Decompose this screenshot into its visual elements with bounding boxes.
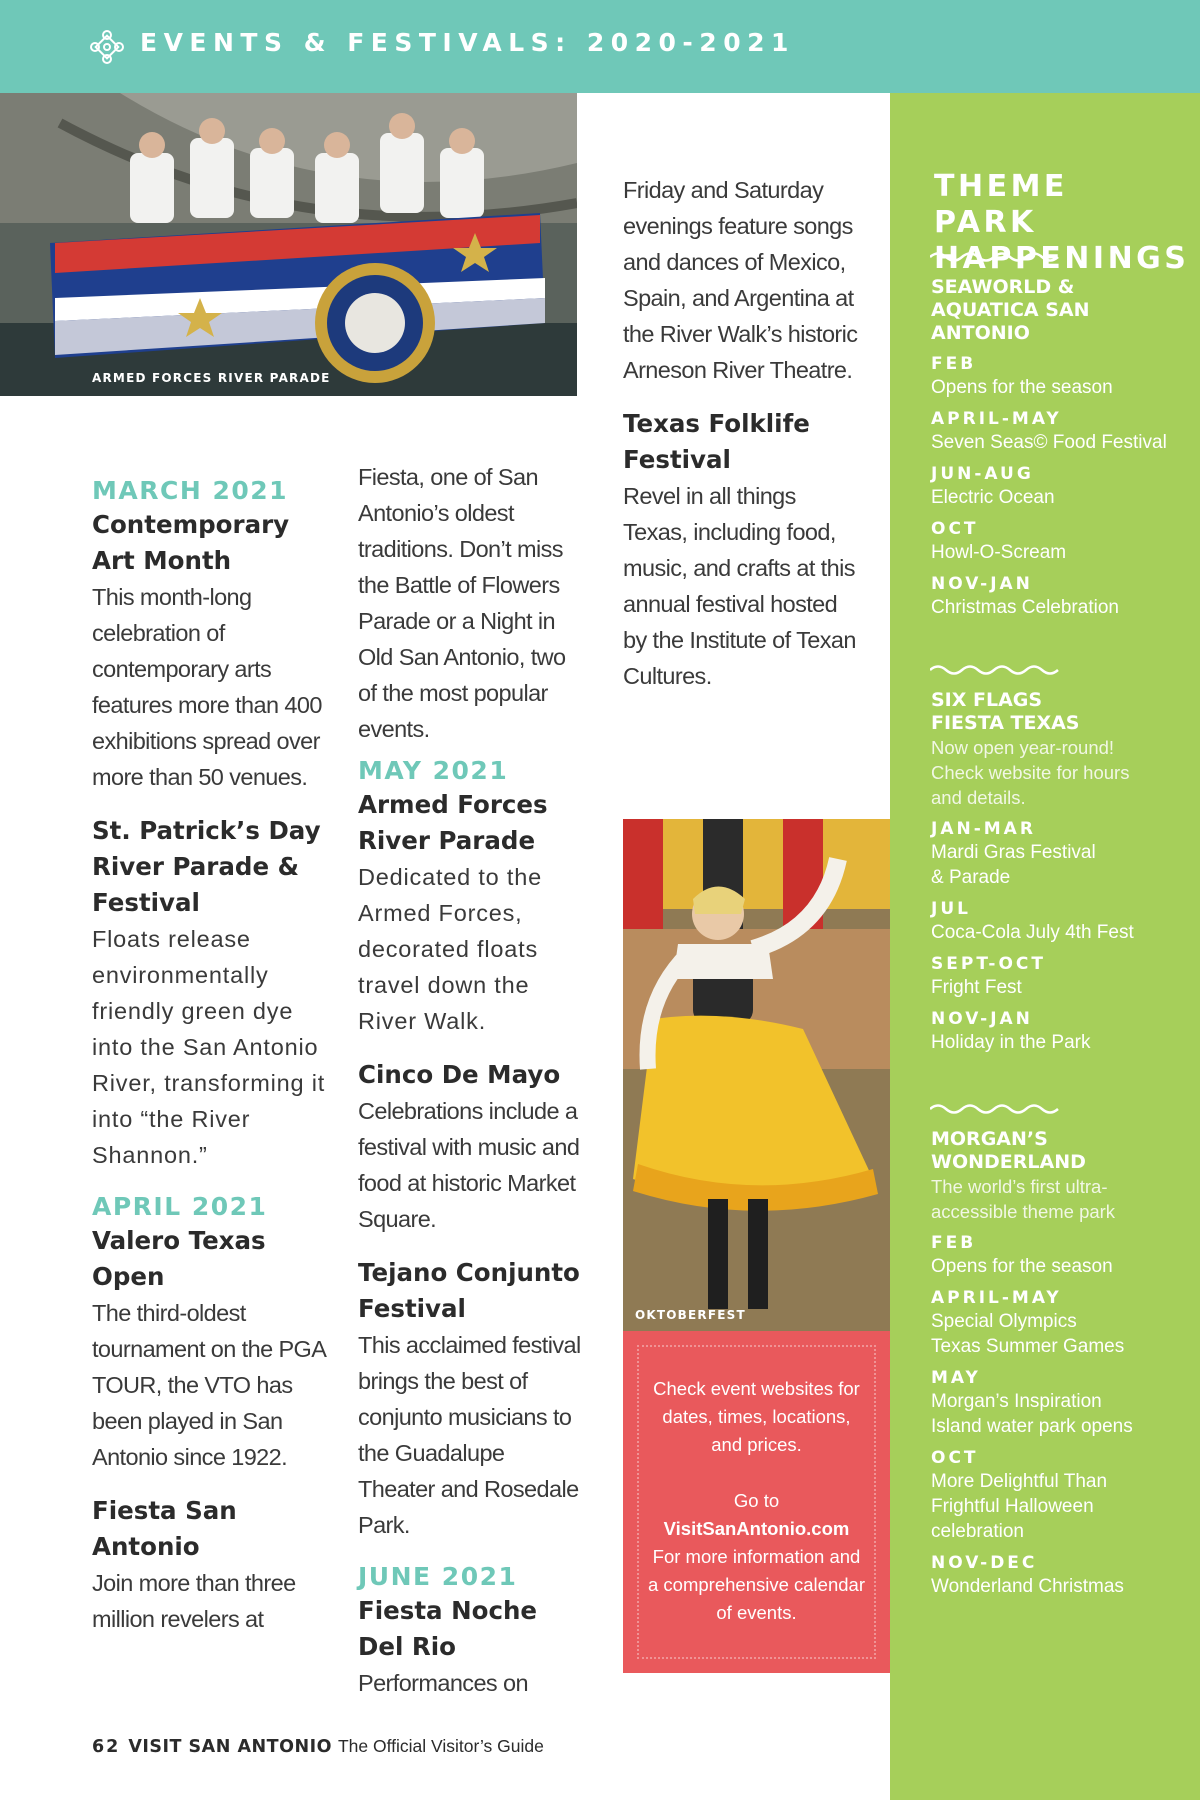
page-footer [92, 1736, 544, 1757]
events-column-3 [623, 172, 863, 694]
month-heading: APRIL 2021 [92, 1192, 268, 1221]
sidebar-title: THEME PARK HAPPENINGS [934, 169, 1190, 276]
parade-illustration [0, 93, 577, 396]
section-title: EVENTS & FESTIVALS: 2020-2021 [140, 28, 795, 57]
morgans-wonderland-section [931, 1128, 1181, 1599]
event-title: Contemporary Art Month [92, 510, 290, 575]
park-name: SIX FLAGS FIESTA TEXAS [931, 689, 1080, 734]
sidebar-event: Opens for the season [931, 377, 1113, 398]
event-title: Fiesta Noche Del Rio [358, 1596, 538, 1661]
events-column-1 [92, 475, 332, 1637]
sidebar-month: FEB [931, 1233, 977, 1253]
wave-divider-icon [930, 250, 1060, 264]
event-description: This month-long celebration of contemporary arts features more than 400 exhibitions spread over more than 50 venues. [92, 584, 322, 790]
event-info-box [623, 1331, 890, 1673]
sidebar-event: Coca-Cola July 4th Fest [931, 922, 1134, 943]
sidebar-month: FEB [931, 354, 977, 374]
event-title: St. Patrick’s Day River Parade & Festival [92, 816, 321, 917]
website-link[interactable]: VisitSanAntonio.com [663, 1518, 850, 1539]
six-flags-section [931, 689, 1181, 1055]
sidebar-event: Fright Fest [931, 977, 1022, 998]
event-description: Celebrations include a festival with music and food at historic Market Square. [358, 1098, 580, 1232]
sidebar-event: Mardi Gras Festival & Parade [931, 842, 1096, 888]
sidebar-event: Special Olympics Texas Summer Games [931, 1311, 1125, 1357]
events-column-2 [358, 459, 583, 1701]
event-title: Valero Texas Open [92, 1226, 266, 1291]
park-name: SEAWORLD & AQUATICA SAN ANTONIO [931, 276, 1090, 344]
sidebar-month: JUN-AUG [931, 464, 1034, 484]
wave-divider-icon [930, 663, 1060, 677]
sidebar-month: NOV-JAN [931, 1009, 1033, 1029]
sidebar-event: Electric Ocean [931, 487, 1055, 508]
event-title: Cinco De Mayo [358, 1060, 561, 1089]
sidebar-month: NOV-DEC [931, 1553, 1038, 1573]
event-title: Armed Forces River Parade [358, 790, 548, 855]
sidebar-event: More Delightful Than Frightful Halloween celebration [931, 1471, 1108, 1542]
park-note: The world’s first ultra-accessible theme park [931, 1176, 1116, 1222]
month-heading: MAY 2021 [358, 756, 509, 785]
sidebar-month: APRIL-MAY [931, 409, 1062, 429]
sidebar-month: OCT [931, 519, 979, 539]
event-title: Fiesta San Antonio [92, 1496, 237, 1561]
info-line: Go to [733, 1490, 780, 1511]
sidebar-event: Seven Seas© Food Festival [931, 432, 1167, 453]
sidebar-month: APRIL-MAY [931, 1288, 1062, 1308]
info-box-text [645, 1375, 868, 1627]
sidebar-month: JAN-MAR [931, 819, 1036, 839]
sidebar-event: Opens for the season [931, 1256, 1113, 1277]
sidebar-month: OCT [931, 1448, 979, 1468]
park-name: MORGAN’S WONDERLAND [931, 1128, 1086, 1173]
wave-divider-icon [930, 1102, 1060, 1116]
event-title: Texas Folklife Festival [623, 409, 810, 474]
ornament-icon [90, 30, 124, 64]
sidebar-month: JUL [931, 899, 971, 919]
oktoberfest-illustration [623, 819, 890, 1331]
seaworld-section [931, 276, 1181, 620]
parade-photo-caption: ARMED FORCES RIVER PARADE [92, 371, 331, 385]
event-description: Dedicated to the Armed Forces, decorated floats travel down the River Walk. [358, 864, 542, 1034]
sidebar-month: SEPT-OCT [931, 954, 1046, 974]
event-title: Tejano Conjunto Festival [358, 1258, 580, 1323]
sidebar-event: Wonderland Christmas [931, 1576, 1124, 1597]
sidebar-event: Morgan’s Inspiration Island water park opens [931, 1391, 1133, 1437]
footer-brand: VISIT SAN ANTONIO [128, 1737, 332, 1757]
oktoberfest-photo [623, 819, 890, 1331]
sidebar-event: Holiday in the Park [931, 1032, 1091, 1053]
theme-park-sidebar [890, 93, 1200, 1800]
park-note: Now open year-round! Check website for hours and details. [931, 737, 1130, 808]
footer-tagline: The Official Visitor’s Guide [337, 1736, 544, 1756]
header-band [0, 0, 1200, 93]
event-description-continued: Friday and Saturday evenings feature songs and dances of Mexico, Spain, and Argentina at the River Walk’s historic Arneson River Theatre. [623, 177, 858, 383]
event-description-continued: Fiesta, one of San Antonio’s oldest traditions. Don’t miss the Battle of Flowers Parade or a Night in Old San Antonio, two of the most popular events. [358, 464, 566, 742]
page-number: 62 [92, 1737, 121, 1757]
month-heading: MARCH 2021 [92, 476, 289, 505]
event-description: The third-oldest tournament on the PGA TOUR, the VTO has been played in San Antonio since 1922. [92, 1300, 326, 1470]
month-heading: JUNE 2021 [358, 1562, 518, 1591]
info-line: For more information and a comprehensive calendar of events. [648, 1546, 865, 1623]
event-description: Join more than three million revelers at [92, 1570, 296, 1632]
event-description: Floats release environmentally friendly green dye into the San Antonio River, transforming it into “the River Shannon.” [92, 926, 326, 1168]
sidebar-month: NOV-JAN [931, 574, 1033, 594]
event-description: This acclaimed festival brings the best of conjunto musicians to the Guadalupe Theater and Rosedale Park. [358, 1332, 581, 1538]
sidebar-month: MAY [931, 1368, 981, 1388]
sidebar-event: Howl-O-Scream [931, 542, 1067, 563]
sidebar-event: Christmas Celebration [931, 597, 1119, 618]
armed-forces-parade-photo [0, 93, 577, 396]
info-line: Check event websites for dates, times, locations, and prices. [653, 1378, 860, 1455]
oktoberfest-photo-caption: OKTOBERFEST [635, 1308, 746, 1322]
event-description: Performances on [358, 1670, 528, 1696]
event-description: Revel in all things Texas, including food, music, and crafts at this annual festival hosted by the Institute of Texan Cultures. [623, 483, 856, 689]
